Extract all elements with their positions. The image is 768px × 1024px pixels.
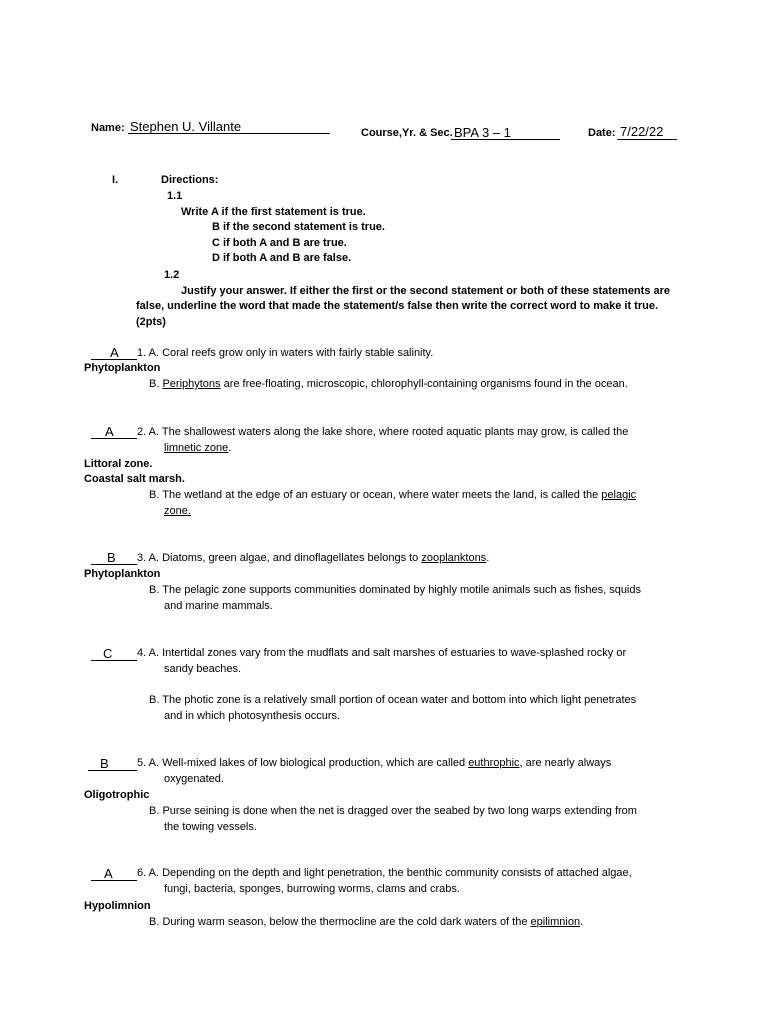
- answer-value: A: [110, 345, 119, 360]
- answer-blank: [91, 880, 137, 881]
- statement-b-cont: and in which photosynthesis occurs.: [164, 710, 341, 722]
- name-value: Stephen U. Villante: [130, 119, 242, 134]
- date-underline: [617, 139, 677, 140]
- directions-d: D if both A and B are false.: [212, 252, 352, 264]
- name-underline: [128, 133, 330, 134]
- date-label: Date:: [588, 127, 616, 139]
- statement-a: 6. A. Depending on the depth and light penetration, the benthic community consists of attached algae,: [137, 867, 632, 879]
- statement-a-cont: fungi, bacteria, sponges, burrowing worms, clams and crabs.: [164, 883, 460, 895]
- course-underline: [451, 139, 560, 140]
- statement-b-cont: and marine mammals.: [164, 600, 273, 612]
- statement-b: B. The pelagic zone supports communities dominated by highly motile animals such as fishes, squids: [149, 584, 641, 596]
- correction: Hypolimnion: [84, 900, 151, 912]
- statement-b: B. Purse seining is done when the net is dragged over the seabed by two long warps extending from: [149, 805, 637, 817]
- directions-c: C if both A and B are true.: [212, 237, 347, 249]
- answer-blank: [88, 770, 137, 771]
- statement-a-cont: oxygenated.: [164, 773, 224, 785]
- underlined-word: euthrophic: [468, 757, 520, 769]
- directions-1-1: 1.1: [167, 190, 183, 202]
- underlined-word: Periphytons: [162, 378, 221, 390]
- underlined-word: zone.: [164, 505, 191, 517]
- statement-b: B. The photic zone is a relatively small portion of ocean water and bottom into which light penetrates: [149, 694, 637, 706]
- statement-b-cont: the towing vessels.: [164, 821, 257, 833]
- statement-b: B. During warm season, below the thermocline are the cold dark waters of the epilimnion.: [149, 916, 584, 928]
- directions-justify-1: Justify your answer. If either the first or the second statement or both of these statements are: [181, 285, 671, 297]
- answer-value: A: [105, 424, 114, 439]
- correction: Oligotrophic: [84, 789, 150, 801]
- statement-b: B. Periphytons are free-floating, microscopic, chlorophyll-containing organisms found in the ocean.: [149, 378, 628, 390]
- date-value: 7/22/22: [620, 124, 664, 139]
- name-label: Name:: [91, 122, 125, 134]
- underlined-word: limnetic zone: [164, 442, 229, 454]
- correction: Coastal salt marsh.: [84, 473, 185, 485]
- directions-title: Directions:: [161, 174, 219, 186]
- statement-a: 1. A. Coral reefs grow only in waters with fairly stable salinity.: [137, 347, 434, 359]
- course-label: Course,Yr. & Sec.: [361, 127, 453, 139]
- directions-1-2: 1.2: [164, 269, 180, 281]
- answer-value: C: [103, 646, 113, 661]
- directions-b: B if the second statement is true.: [212, 221, 385, 233]
- statement-a: 4. A. Intertidal zones vary from the mudflats and salt marshes of estuaries to wave-splashed rocky or: [137, 647, 627, 659]
- correction: Phytoplankton: [84, 568, 161, 580]
- correction: Littoral zone.: [84, 458, 153, 470]
- statement-a: 2. A. The shallowest waters along the lake shore, where rooted aquatic plants may grow, is called the: [137, 426, 629, 438]
- statement-a: 3. A. Diatoms, green algae, and dinoflagellates belongs to zooplanktons.: [137, 552, 490, 564]
- directions-justify-3: (2pts): [136, 316, 166, 328]
- answer-blank: [91, 660, 137, 661]
- statement-a: 5. A. Well-mixed lakes of low biological production, which are called euthrophic, are nearly always: [137, 757, 612, 769]
- directions-justify-2: false, underline the word that made the statement/s false then write the correct word to make it true.: [136, 300, 659, 312]
- statement-a-cont: sandy beaches.: [164, 663, 242, 675]
- directions-write-a: Write A if the first statement is true.: [181, 206, 366, 218]
- section-number: I.: [112, 174, 119, 186]
- underlined-word: epilimnion: [530, 916, 581, 928]
- answer-value: B: [107, 550, 116, 565]
- correction: Phytoplankton: [84, 362, 161, 374]
- course-value: BPA 3 – 1: [454, 125, 511, 140]
- statement-b: B. The wetland at the edge of an estuary or ocean, where water meets the land, is called the pelagic: [149, 489, 637, 501]
- answer-blank: [91, 438, 137, 439]
- statement-a-cont: limnetic zone.: [164, 442, 232, 454]
- underlined-word: pelagic: [601, 489, 637, 501]
- answer-value: A: [104, 866, 113, 881]
- answer-value: B: [100, 756, 109, 771]
- underlined-word: zooplanktons: [421, 552, 487, 564]
